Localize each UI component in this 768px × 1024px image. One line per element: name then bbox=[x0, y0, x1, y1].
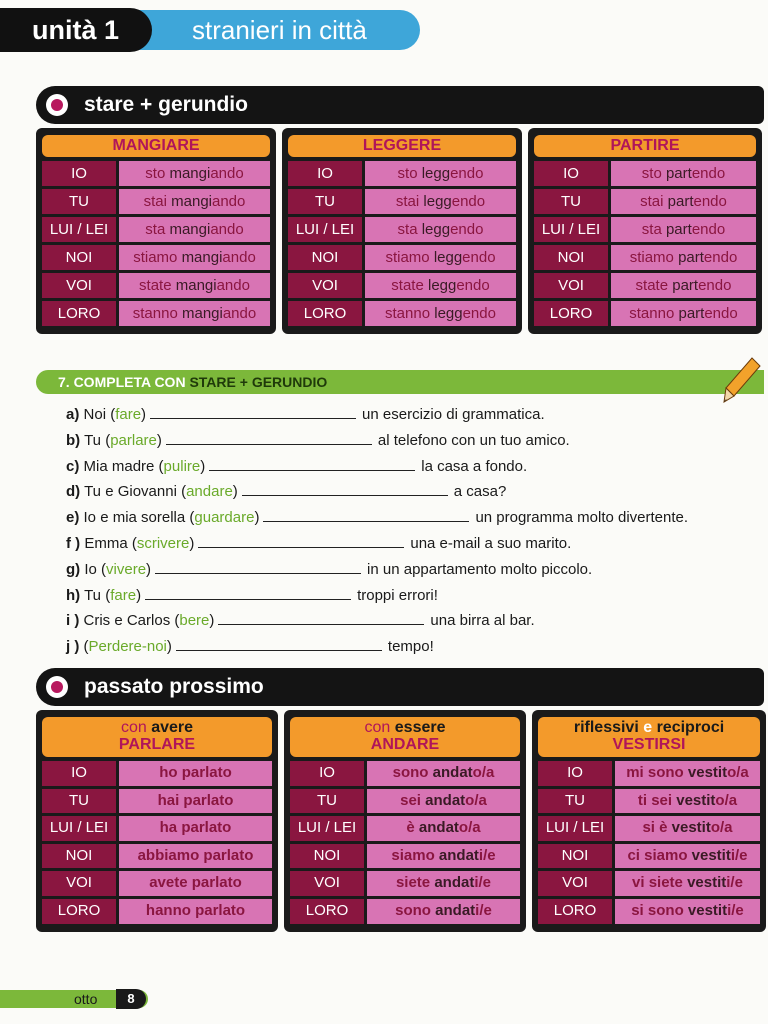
table-row bbox=[288, 245, 516, 270]
exercise-item: e) Io e mia sorella (guardare) un programma molto divertente. bbox=[66, 509, 689, 527]
answer-blank[interactable] bbox=[150, 405, 356, 419]
gerund-table-mangiare bbox=[36, 128, 276, 334]
table-verb-title: con essere ANDARE bbox=[290, 717, 520, 757]
table-row bbox=[290, 761, 520, 786]
verb-form-cell: stiamo leggendo bbox=[365, 245, 516, 270]
passato-tables bbox=[36, 710, 766, 932]
exercise-item: a) Noi (fare) un esercizio di grammatica. bbox=[66, 406, 545, 423]
section-gerund-heading: stare + gerundio bbox=[36, 86, 764, 124]
section-passato-heading: passato prossimo bbox=[36, 668, 764, 706]
verb-form-cell: sta mangiando bbox=[119, 217, 270, 242]
table-verb-title: riflessivi e reciproci VESTIRSI bbox=[538, 717, 760, 757]
verb-form-cell: ho parlato bbox=[119, 761, 272, 786]
verb-form-cell: stai partendo bbox=[611, 189, 756, 214]
table-row bbox=[42, 245, 270, 270]
pronoun-cell: NOI bbox=[290, 844, 364, 869]
table-row bbox=[538, 789, 760, 814]
pronoun-cell: TU bbox=[42, 189, 116, 214]
pronoun-cell: LUI / LEI bbox=[42, 816, 116, 841]
verb-form-cell: state partendo bbox=[611, 273, 756, 298]
pronoun-cell: VOI bbox=[538, 871, 612, 896]
answer-blank[interactable] bbox=[155, 560, 361, 574]
pronoun-cell: NOI bbox=[534, 245, 608, 270]
table-row bbox=[42, 816, 272, 841]
verb-form-cell: sto partendo bbox=[611, 161, 756, 186]
table-verb-title: LEGGERE bbox=[288, 135, 516, 157]
verb-form-cell: state leggendo bbox=[365, 273, 516, 298]
pronoun-cell: LUI / LEI bbox=[534, 217, 608, 242]
verb-form-cell: è andato/a bbox=[367, 816, 520, 841]
pronoun-cell: IO bbox=[290, 761, 364, 786]
verb-form-cell: ti sei vestito/a bbox=[615, 789, 760, 814]
pronoun-cell: IO bbox=[42, 161, 116, 186]
verb-form-cell: sono andato/a bbox=[367, 761, 520, 786]
answer-blank[interactable] bbox=[145, 586, 351, 600]
table-verb-title: con avere PARLARE bbox=[42, 717, 272, 757]
verb-form-cell: stai mangiando bbox=[119, 189, 270, 214]
pronoun-cell: VOI bbox=[290, 871, 364, 896]
verb-form-cell: hanno parlato bbox=[119, 899, 272, 924]
pronoun-cell: NOI bbox=[538, 844, 612, 869]
pronoun-cell: VOI bbox=[42, 871, 116, 896]
page-word: otto bbox=[74, 991, 98, 1007]
exercise-item: i ) Cris e Carlos (bere) una birra al bar. bbox=[66, 612, 535, 630]
pronoun-cell: LUI / LEI bbox=[42, 217, 116, 242]
verb-form-cell: stanno partendo bbox=[611, 301, 756, 326]
verb-form-cell: sta leggendo bbox=[365, 217, 516, 242]
table-row bbox=[534, 301, 756, 326]
pronoun-cell: NOI bbox=[288, 245, 362, 270]
verb-form-cell: si sono vestiti/e bbox=[615, 899, 760, 924]
pronoun-cell: LORO bbox=[538, 899, 612, 924]
pronoun-cell: TU bbox=[290, 789, 364, 814]
table-row bbox=[290, 844, 520, 869]
chapter-title: stranieri in città bbox=[120, 10, 420, 50]
pronoun-cell: LORO bbox=[290, 899, 364, 924]
page-number: 8 bbox=[116, 989, 146, 1009]
verb-form-cell: siete andati/e bbox=[367, 871, 520, 896]
verb-form-cell: stanno leggendo bbox=[365, 301, 516, 326]
answer-blank[interactable] bbox=[218, 611, 424, 625]
table-row bbox=[534, 217, 756, 242]
table-verb-title: MANGIARE bbox=[42, 135, 270, 157]
verb-form-cell: hai parlato bbox=[119, 789, 272, 814]
table-row bbox=[538, 816, 760, 841]
pronoun-cell: VOI bbox=[288, 273, 362, 298]
verb-form-cell: siamo andati/e bbox=[367, 844, 520, 869]
pronoun-cell: IO bbox=[288, 161, 362, 186]
table-row bbox=[42, 789, 272, 814]
gerund-table-partire bbox=[528, 128, 762, 334]
table-row bbox=[534, 189, 756, 214]
pronoun-cell: VOI bbox=[534, 273, 608, 298]
verb-form-cell: sto leggendo bbox=[365, 161, 516, 186]
verb-form-cell: state mangiando bbox=[119, 273, 270, 298]
table-row bbox=[288, 301, 516, 326]
table-row bbox=[290, 789, 520, 814]
verb-form-cell: avete parlato bbox=[119, 871, 272, 896]
pronoun-cell: LORO bbox=[42, 301, 116, 326]
exercise-heading: 7. COMPLETA CON STARE + GERUNDIO bbox=[36, 370, 764, 394]
table-row bbox=[288, 161, 516, 186]
pencil-icon bbox=[722, 356, 762, 406]
verb-form-cell: stai leggendo bbox=[365, 189, 516, 214]
table-row bbox=[42, 161, 270, 186]
answer-blank[interactable] bbox=[242, 482, 448, 496]
table-row bbox=[42, 189, 270, 214]
answer-blank[interactable] bbox=[176, 637, 382, 651]
verb-form-cell: ha parlato bbox=[119, 816, 272, 841]
table-row bbox=[290, 871, 520, 896]
table-row bbox=[534, 245, 756, 270]
table-row bbox=[290, 816, 520, 841]
pronoun-cell: TU bbox=[534, 189, 608, 214]
table-row bbox=[290, 899, 520, 924]
exercise-item: j ) (Perdere-noi) tempo! bbox=[66, 638, 434, 656]
passato-table-andare bbox=[284, 710, 526, 932]
pronoun-cell: LORO bbox=[534, 301, 608, 326]
exercise-item: c) Mia madre (pulire) la casa a fondo. bbox=[66, 457, 528, 475]
pronoun-cell: TU bbox=[538, 789, 612, 814]
verb-form-cell: sta partendo bbox=[611, 217, 756, 242]
pronoun-cell: LUI / LEI bbox=[538, 816, 612, 841]
exercise-list bbox=[66, 402, 756, 660]
verb-form-cell: mi sono vestito/a bbox=[615, 761, 760, 786]
pronoun-cell: LORO bbox=[288, 301, 362, 326]
bullet-icon bbox=[46, 676, 68, 698]
bullet-icon bbox=[46, 94, 68, 116]
pronoun-cell: IO bbox=[534, 161, 608, 186]
table-row bbox=[42, 871, 272, 896]
verb-form-cell: stanno mangiando bbox=[119, 301, 270, 326]
verb-form-cell: sei andato/a bbox=[367, 789, 520, 814]
exercise-item: d) Tu e Giovanni (andare) a casa? bbox=[66, 483, 507, 501]
passato-table-parlare bbox=[36, 710, 278, 932]
exercise-item: f ) Emma (scrivere) una e-mail a suo marito. bbox=[66, 534, 572, 552]
table-row bbox=[288, 189, 516, 214]
pronoun-cell: LORO bbox=[42, 899, 116, 924]
answer-blank[interactable] bbox=[209, 457, 415, 471]
table-verb-title: PARTIRE bbox=[534, 135, 756, 157]
table-row bbox=[42, 217, 270, 242]
answer-blank[interactable] bbox=[198, 534, 404, 548]
exercise-item: g) Io (vivere) in un appartamento molto piccolo. bbox=[66, 560, 593, 578]
table-row bbox=[534, 161, 756, 186]
verb-form-cell: si è vestito/a bbox=[615, 816, 760, 841]
verb-form-cell: sono andati/e bbox=[367, 899, 520, 924]
table-row bbox=[538, 899, 760, 924]
table-row bbox=[538, 871, 760, 896]
table-row bbox=[538, 844, 760, 869]
exercise-item: h) Tu (fare) troppi errori! bbox=[66, 586, 438, 604]
answer-blank[interactable] bbox=[166, 431, 372, 445]
table-row bbox=[42, 844, 272, 869]
pronoun-cell: NOI bbox=[42, 245, 116, 270]
verb-form-cell: ci siamo vestiti/e bbox=[615, 844, 760, 869]
table-row bbox=[538, 761, 760, 786]
pronoun-cell: TU bbox=[42, 789, 116, 814]
pronoun-cell: VOI bbox=[42, 273, 116, 298]
answer-blank[interactable] bbox=[263, 508, 469, 522]
gerund-tables bbox=[36, 128, 762, 334]
table-row bbox=[42, 899, 272, 924]
verb-form-cell: stiamo partendo bbox=[611, 245, 756, 270]
pronoun-cell: LUI / LEI bbox=[290, 816, 364, 841]
pronoun-cell: NOI bbox=[42, 844, 116, 869]
gerund-table-leggere bbox=[282, 128, 522, 334]
passato-table-vestirsi bbox=[532, 710, 766, 932]
verb-form-cell: sto mangiando bbox=[119, 161, 270, 186]
exercise-item: b) Tu (parlare) al telefono con un tuo amico. bbox=[66, 431, 570, 449]
pronoun-cell: IO bbox=[42, 761, 116, 786]
table-row bbox=[288, 217, 516, 242]
unit-label: unità 1 bbox=[0, 8, 152, 52]
verb-form-cell: stiamo mangiando bbox=[119, 245, 270, 270]
table-row bbox=[42, 301, 270, 326]
table-row bbox=[288, 273, 516, 298]
verb-form-cell: abbiamo parlato bbox=[119, 844, 272, 869]
table-row bbox=[42, 273, 270, 298]
verb-form-cell: vi siete vestiti/e bbox=[615, 871, 760, 896]
pronoun-cell: LUI / LEI bbox=[288, 217, 362, 242]
table-row bbox=[42, 761, 272, 786]
pronoun-cell: IO bbox=[538, 761, 612, 786]
pronoun-cell: TU bbox=[288, 189, 362, 214]
table-row bbox=[534, 273, 756, 298]
